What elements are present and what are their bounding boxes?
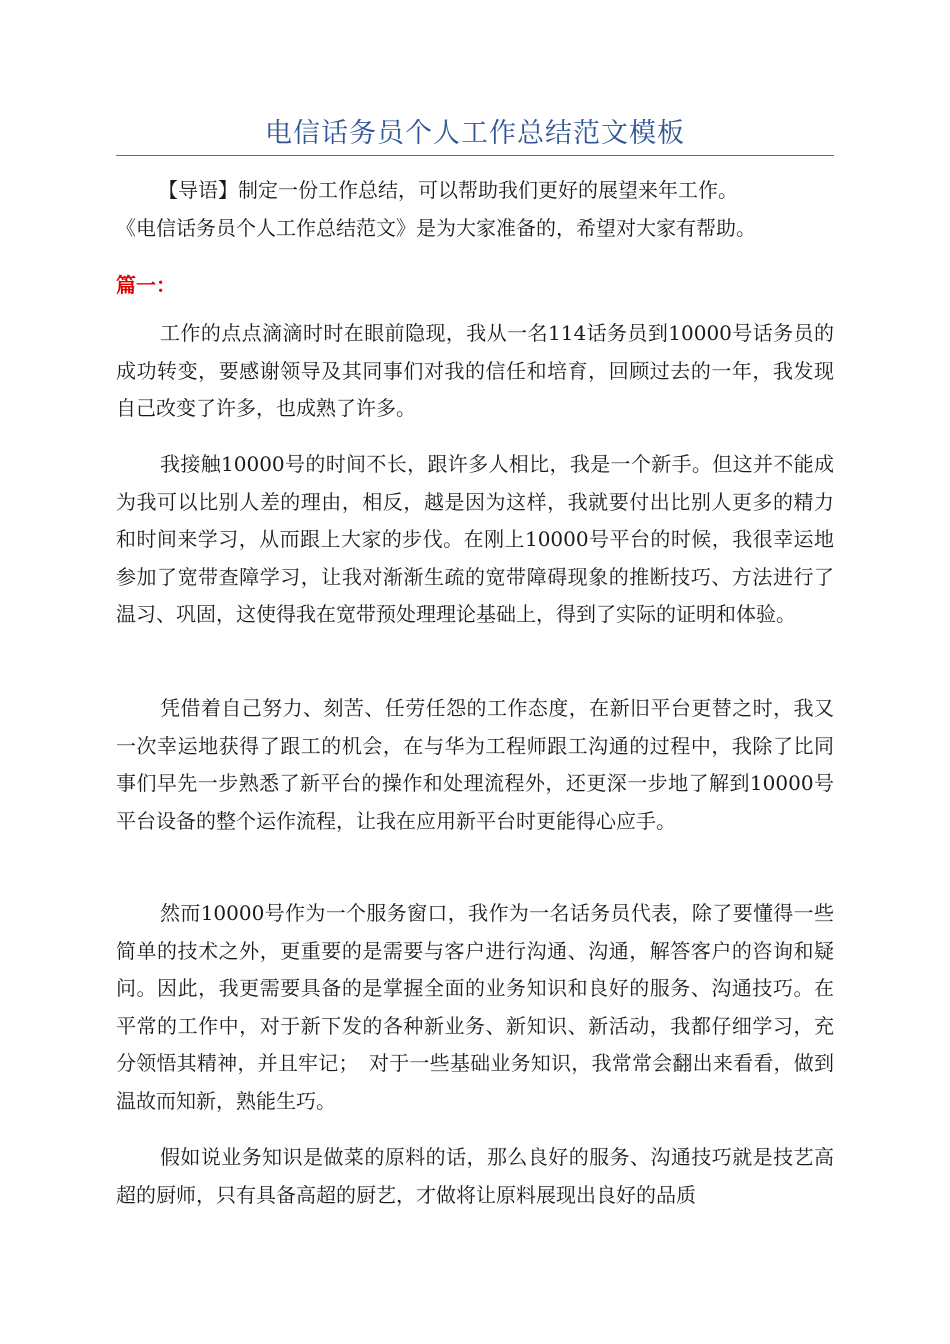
paragraph-1: 工作的点点滴滴时时在眼前隐现，我从一名114话务员到10000号话务员的成功转变，要感谢领导及其同事们对我的信任和培育，回顾过去的一年，我发现自己改变了许多，也成熟了许多。 — [116, 321, 834, 420]
title-underline — [116, 155, 834, 156]
intro-block — [116, 172, 834, 247]
document-title: 电信话务员个人工作总结范文模板 — [265, 118, 685, 149]
paragraph-2: 我接触10000号的时间不长，跟许多人相比，我是一个新手。但这并不能成为我可以比别人差的理由，相反，越是因为这样，我就要付出比别人更多的精力和时间来学习，从而跟上大家的步伐。在刚上10000号平台的时候，我很幸运地参加了宽带查障学习，让我对渐渐生疏的宽带障碍现象的推断技巧、方法进行了温习、巩固，这使得我在宽带预处理理论基础上，得到了实际的证明和体验。 — [116, 452, 834, 626]
paragraph-5: 假如说业务知识是做菜的原料的话，那么良好的服务、沟通技巧就是技艺高超的厨师，只有具备高超的厨艺，才做将让原料展现出良好的品质 — [116, 1145, 834, 1207]
section-heading: 篇一： — [116, 273, 176, 297]
paragraph-4: 然而10000号作为一个服务窗口，我作为一名话务员代表，除了要懂得一些简单的技术之外，更重要的是需要与客户进行沟通、沟通，解答客户的咨询和疑问。因此，我更需要具备的是掌握全面的业务知识和良好的服务、沟通技巧。在平常的工作中，对于新下发的各种新业务、新知识、新活动，我都仔细学习，充分领悟其精神，并且牢记； 对于一些基础业务知识，我常常会翻出来看看，做到温故而知新，熟能生巧。 — [116, 901, 834, 1113]
paragraph-3: 凭借着自己努力、刻苦、任劳任怨的工作态度，在新旧平台更替之时，我又一次幸运地获得了跟工的机会，在与华为工程师跟工沟通的过程中，我除了比同事们早先一步熟悉了新平台的操作和处理流程外，还更深一步地了解到10000号平台设备的整个运作流程，让我在应用新平台时更能得心应手。 — [116, 696, 834, 833]
intro-line-2: 《电信话务员个人工作总结范文》是为大家准备的，希望对大家有帮助。 — [116, 215, 756, 240]
intro-line-1: 【导语】制定一份工作总结，可以帮助我们更好的展望来年工作。 — [158, 178, 738, 202]
